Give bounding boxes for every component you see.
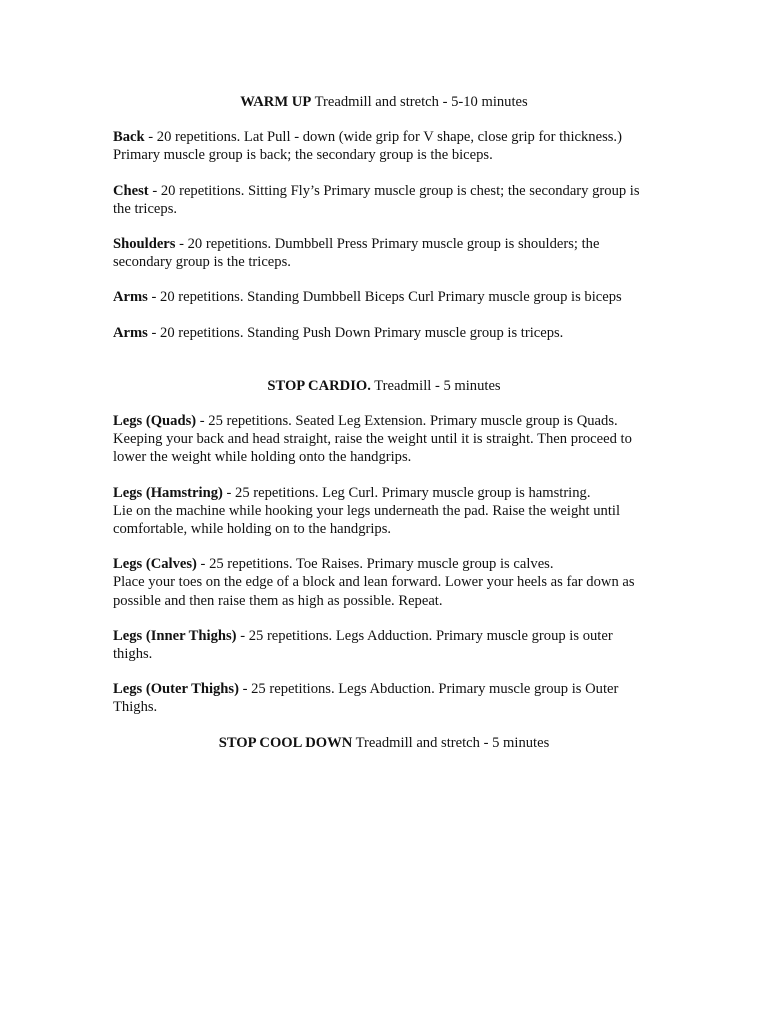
- exercise-name: Back: [113, 129, 145, 146]
- exercise-text: - 20 repetitions. Dumbbell Press Primary muscle group is shoulders; the secondary group is the triceps.: [113, 236, 600, 271]
- exercise-chest: [113, 182, 655, 218]
- warm-up-label: WARM UP: [240, 94, 312, 110]
- exercise-text: - 25 repetitions. Legs Abduction. Primary muscle group is Outer Thighs.: [113, 681, 619, 716]
- exercise-legs-calves: [113, 555, 655, 610]
- stop-cardio-text: Treadmill - 5 minutes: [370, 377, 501, 394]
- exercise-back: [113, 128, 655, 164]
- exercise-name: Legs (Hamstring): [113, 484, 223, 501]
- exercise-text: - 25 repetitions. Legs Adduction. Primary muscle group is outer thighs.: [113, 627, 613, 663]
- stop-cardio-label: STOP CARDIO.: [267, 377, 371, 394]
- exercise-text: - 20 repetitions. Lat Pull - down (wide grip for V shape, close grip for thickness.) Primary muscle group is back; the secondary group is the biceps.: [113, 129, 622, 164]
- cool-down-text: Treadmill and stretch - 5 minutes: [352, 734, 550, 751]
- stop-cardio-heading: [113, 377, 655, 395]
- exercise-legs-inner-thighs: [113, 627, 655, 663]
- exercise-text: - 20 repetitions. Standing Push Down Primary muscle group is triceps.: [147, 324, 564, 341]
- exercise-name: Chest: [113, 182, 149, 199]
- exercise-legs-outer-thighs: [113, 680, 655, 716]
- exercise-text: - 25 repetitions. Toe Raises. Primary muscle group is calves.: [196, 556, 554, 573]
- exercise-legs-hamstring: [113, 484, 655, 539]
- document-page: [113, 93, 655, 752]
- exercise-instructions: Place your toes on the edge of a block and lean forward. Lower your heels as far down as possible and then raise them as high as possible. Repeat.: [113, 574, 635, 609]
- exercise-name: Shoulders: [113, 236, 176, 253]
- warm-up-heading: [113, 93, 655, 111]
- exercise-legs-quads: [113, 412, 655, 467]
- cool-down-heading: [113, 734, 655, 752]
- exercise-instructions: Lie on the machine while hooking your legs underneath the pad. Raise the weight until comfortable, while holding on to the handgrips.: [113, 502, 621, 538]
- exercise-name: Legs (Calves): [113, 556, 197, 573]
- exercise-name: Legs (Inner Thighs): [113, 627, 237, 644]
- warm-up-text: Treadmill and stretch - 5-10 minutes: [311, 94, 528, 110]
- exercise-arms-biceps: [113, 288, 655, 306]
- exercise-text: - 25 repetitions. Seated Leg Extension. Primary muscle group is Quads. Keeping your back and head straight, raise the weight until it is straight. Then proceed to lower the weight while holding onto the handgrips.: [113, 413, 632, 466]
- exercise-arms-triceps: [113, 324, 655, 342]
- cool-down-label: STOP COOL DOWN: [218, 734, 353, 751]
- exercise-text: - 20 repetitions. Sitting Fly’s Primary muscle group is chest; the secondary group is the triceps.: [113, 182, 640, 217]
- exercise-text: - 25 repetitions. Leg Curl. Primary muscle group is hamstring.: [222, 484, 591, 501]
- exercise-text: - 20 repetitions. Standing Dumbbell Biceps Curl Primary muscle group is biceps: [147, 289, 622, 306]
- exercise-name: Legs (Quads): [113, 413, 197, 430]
- exercise-name: Legs (Outer Thighs): [113, 681, 239, 698]
- exercise-name: Arms: [113, 289, 148, 306]
- exercise-shoulders: [113, 235, 655, 271]
- exercise-name: Arms: [113, 324, 148, 341]
